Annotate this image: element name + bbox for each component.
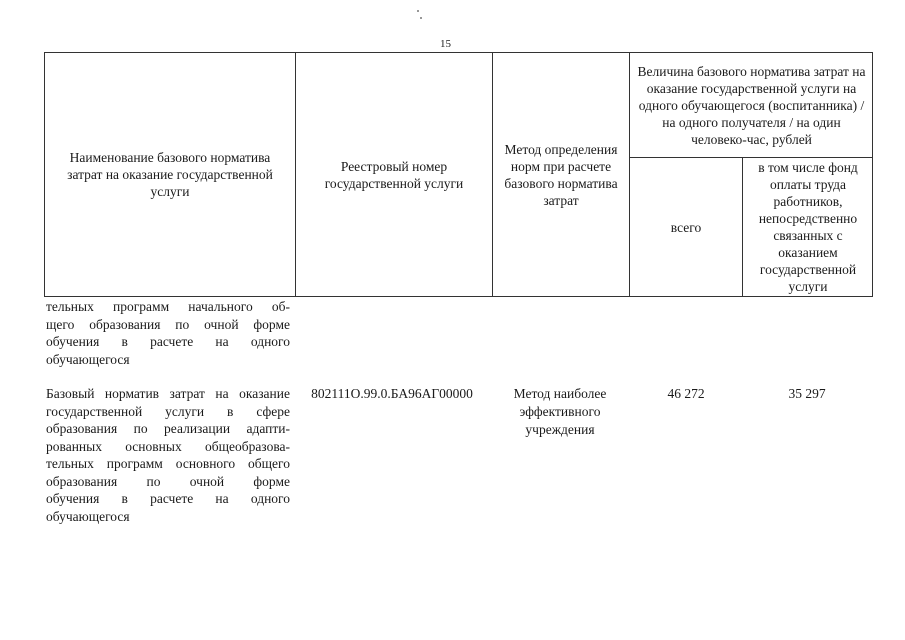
row-name: Базовый норматив затрат на оказание государственной услуги в сфере образования по реализации адапти- рованных основных общеобразова- тельных программ основного общего образования по очной форме обучения в расчете на одного обучающегося [46, 386, 290, 524]
header-value-column: Величина базового норматива затрат на оказание государственной услуги на одного обучающегося (воспитанника) / на одного получателя / на один человеко-час, рублей [637, 63, 866, 147]
header-method-column: Метод определения норм при расчете базового норматива затрат [504, 141, 618, 208]
scan-speck [420, 17, 422, 19]
header-total-column: всего [670, 219, 702, 235]
header-registry-column: Реестровый номер государственной услуги [324, 158, 464, 191]
column-divider [295, 53, 296, 296]
header-payroll-column: в том числе фонд оплаты труда работников, непосредственно связанных с оказанием государственной услуги [758, 160, 858, 294]
table-header [44, 52, 873, 297]
row-total-value: 46 272 [667, 386, 705, 401]
row-payroll-value: 35 297 [788, 386, 826, 401]
scan-speck [417, 10, 419, 12]
page-number: 15 [440, 38, 451, 50]
header-name-column: Наименование базового норматива затрат на оказание государственной услуги [67, 150, 273, 199]
row-registry-number: 802111О.99.0.БА96АГ00000 [311, 386, 473, 401]
row-method: Метод наиболее эффективного учреждения [513, 386, 607, 437]
row-name-continuation: тельных программ начального об- щего образования по очной форме обучения в расчете на одного обучающегося [46, 299, 290, 367]
